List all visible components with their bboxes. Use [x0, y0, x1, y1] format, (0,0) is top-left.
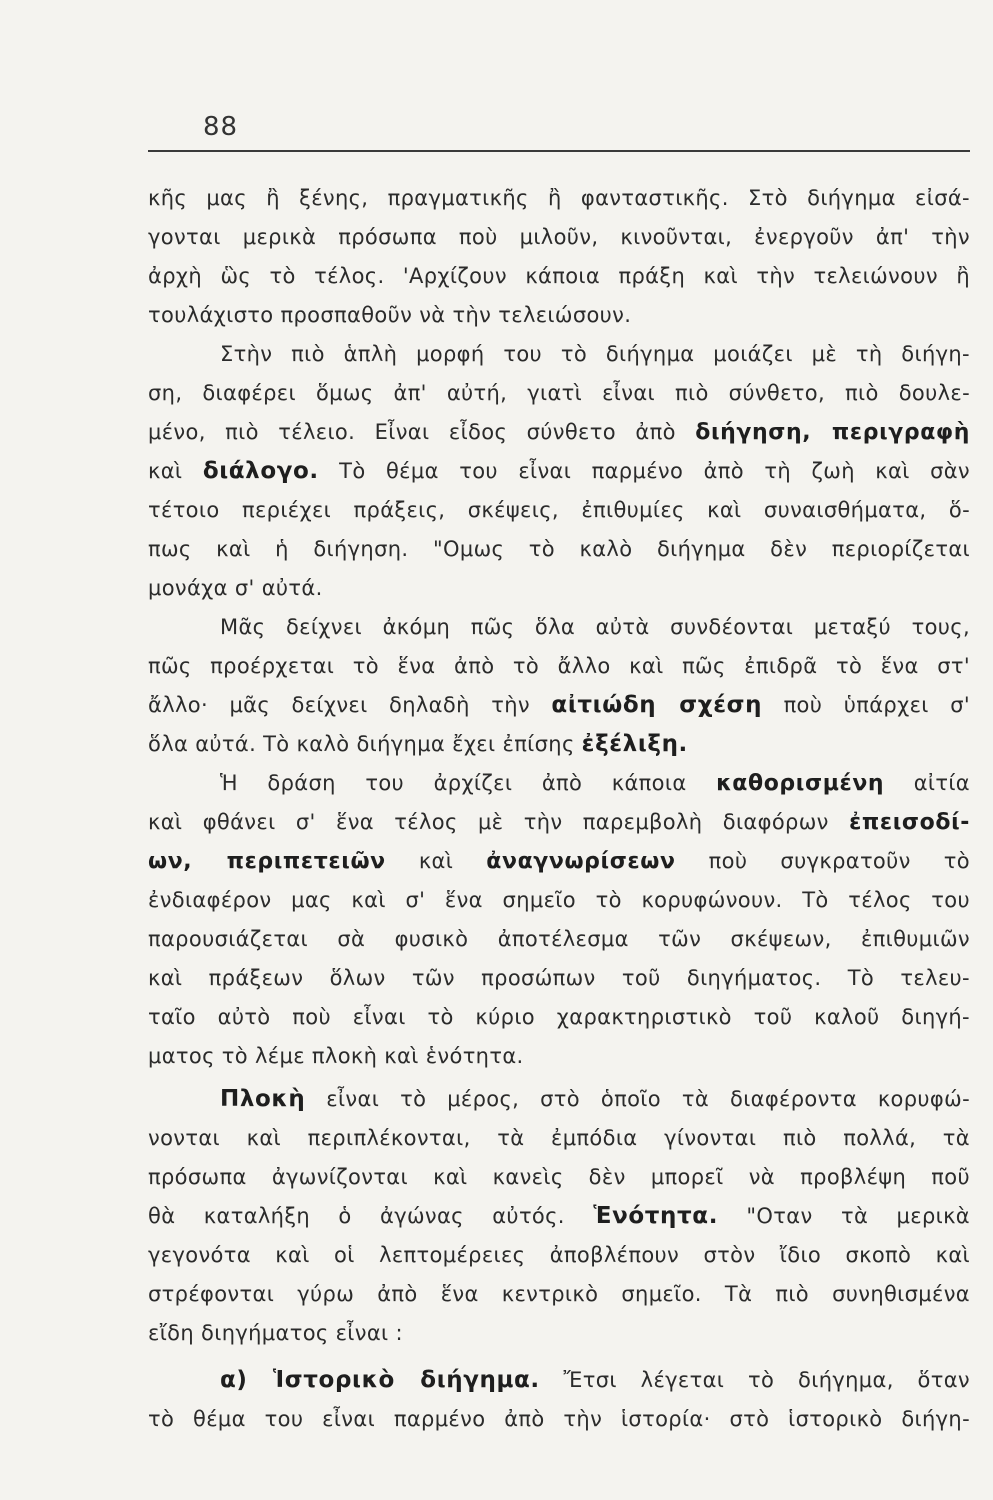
text-line: στρέφονται γύρω ἀπὸ ἕνα κεντρικὸ σημεῖο. Τὰ πιὸ συνηθισμένα: [148, 1282, 970, 1306]
text-line: Στὴν πιὸ ἁπλὴ μορφή του τὸ διήγημα μοιάζει μὲ τὴ διήγη-: [220, 342, 970, 366]
emphasis-term: καθορισμένη: [716, 771, 885, 796]
emphasis-term: διάλογο.: [202, 458, 319, 484]
page-number: 88: [203, 112, 239, 142]
text-line: ταῖο αὐτὸ ποὺ εἶναι τὸ κύριο χαρακτηριστικὸ τοῦ καλοῦ διηγή-: [148, 1005, 970, 1029]
text-line: ἀρχὴ ὣς τὸ τέλος. 'Αρχίζουν κάποια πράξη καὶ τὴν τελειώνουν ἢ: [148, 264, 970, 288]
text-line: μένο, πιὸ τέλειο. Εἶναι εἶδος σύνθετο ἀπὸ διήγηση, περιγραφὴ: [148, 420, 971, 445]
text-line: παρουσιάζεται σὰ φυσικὸ ἀποτέλεσμα τῶν σκέψεων, ἐπιθυμιῶν: [148, 927, 970, 951]
emphasis-term: ἐξέλιξη.: [581, 731, 688, 757]
text-line: εἴδη διηγήματος εἶναι :: [148, 1321, 403, 1345]
text-line: ση, διαφέρει ὅμως ἀπ' αὐτή, γιατὶ εἶναι πιὸ σύνθετο, πιὸ δουλε-: [148, 381, 970, 405]
text-line: Μᾶς δείχνει ἀκόμη πῶς ὅλα αὐτὰ συνδέονται μεταξύ τους,: [220, 615, 970, 639]
text-line: θὰ καταλήξη ὁ ἀγώνας αὐτός. Ἑνότητα. "Οταν τὰ μερικὰ: [148, 1203, 970, 1229]
text-line: γεγονότα καὶ οἱ λεπτομέρειες ἀποβλέπουν στὸν ἴδιο σκοπὸ καὶ: [148, 1243, 970, 1267]
emphasis-term: ἀναγνωρίσεων: [486, 849, 676, 874]
text-line: τὸ θέμα του εἶναι παρμένο ἀπὸ τὴν ἱστορία· στὸ ἱστορικὸ διήγη-: [148, 1407, 970, 1431]
text-line: γονται μερικὰ πρόσωπα ποὺ μιλοῦν, κινοῦνται, ἐνεργοῦν ἀπ' τὴν: [148, 225, 970, 249]
emphasis-term: διήγηση, περιγραφὴ: [695, 420, 971, 445]
text-line: νονται καὶ περιπλέκονται, τὰ ἐμπόδια γίνονται πιὸ πολλά, τὰ: [148, 1126, 970, 1150]
text-line: Ἡ δράση του ἀρχίζει ἀπὸ κάποια καθορισμένη αἰτία: [220, 771, 970, 796]
emphasis-term: ων, περιπετειῶν: [148, 849, 386, 874]
emphasis-term: ἐπεισοδί-: [849, 810, 970, 835]
text-line: τέτοιο περιέχει πράξεις, σκέψεις, ἐπιθυμίες καὶ συναισθήματα, ὅ-: [148, 498, 970, 522]
text-line: πως καὶ ἡ διήγηση. "Ομως τὸ καλὸ διήγημα δὲν περιορίζεται: [148, 537, 970, 561]
text-line: ἄλλο· μᾶς δείχνει δηλαδὴ τὴν αἰτιώδη σχέση ποὺ ὑπάρχει σ': [148, 692, 970, 718]
text-line: πῶς προέρχεται τὸ ἕνα ἀπὸ τὸ ἄλλο καὶ πῶς ἐπιδρᾶ τὸ ἕνα στ': [148, 654, 970, 678]
text-line: καὶ πράξεων ὅλων τῶν προσώπων τοῦ διηγήματος. Τὸ τελευ-: [148, 966, 970, 990]
emphasis-term: α) Ἱστορικὸ διήγημα.: [220, 1367, 540, 1393]
text-line: καὶ διάλογο. Τὸ θέμα του εἶναι παρμένο ἀπὸ τὴ ζωὴ καὶ σὰν: [148, 458, 971, 484]
text-line: μονάχα σ' αὐτά.: [148, 576, 323, 600]
text-line: ματος τὸ λέμε πλοκὴ καὶ ἑνότητα.: [148, 1044, 524, 1068]
text-line: τουλάχιστο προσπαθοῦν νὰ τὴν τελειώσουν.: [148, 303, 632, 327]
text-line: ὅλα αὐτά. Τὸ καλὸ διήγημα ἔχει ἐπίσης ἐξέλιξη.: [148, 731, 688, 757]
emphasis-term: Πλοκὴ: [220, 1086, 306, 1112]
text-line: ων, περιπετειῶν καὶ ἀναγνωρίσεων ποὺ συγκρατοῦν τὸ: [148, 849, 970, 874]
text-line: καὶ φθάνει σ' ἕνα τέλος μὲ τὴν παρεμβολὴ διαφόρων ἐπεισοδί-: [148, 810, 970, 835]
text-line: πρόσωπα ἀγωνίζονται καὶ κανεὶς δὲν μπορεῖ νὰ προβλέψη ποῦ: [148, 1165, 970, 1189]
text-line: Πλοκὴ εἶναι τὸ μέρος, στὸ ὁποῖο τὰ διαφέροντα κορυφώ-: [220, 1086, 970, 1112]
text-line: κῆς μας ἢ ξένης, πραγματικῆς ἢ φανταστικῆς. Στὸ διήγημα εἰσά-: [148, 186, 970, 210]
text-line: α) Ἱστορικὸ διήγημα. Ἔτσι λέγεται τὸ διήγημα, ὅταν: [220, 1367, 970, 1393]
header-rule: [148, 150, 970, 152]
text-line: ἐνδιαφέρον μας καὶ σ' ἕνα σημεῖο τὸ κορυφώνουν. Τὸ τέλος του: [148, 888, 970, 912]
emphasis-term: Ἑνότητα.: [593, 1203, 719, 1229]
emphasis-term: αἰτιώδη σχέση: [551, 692, 763, 718]
